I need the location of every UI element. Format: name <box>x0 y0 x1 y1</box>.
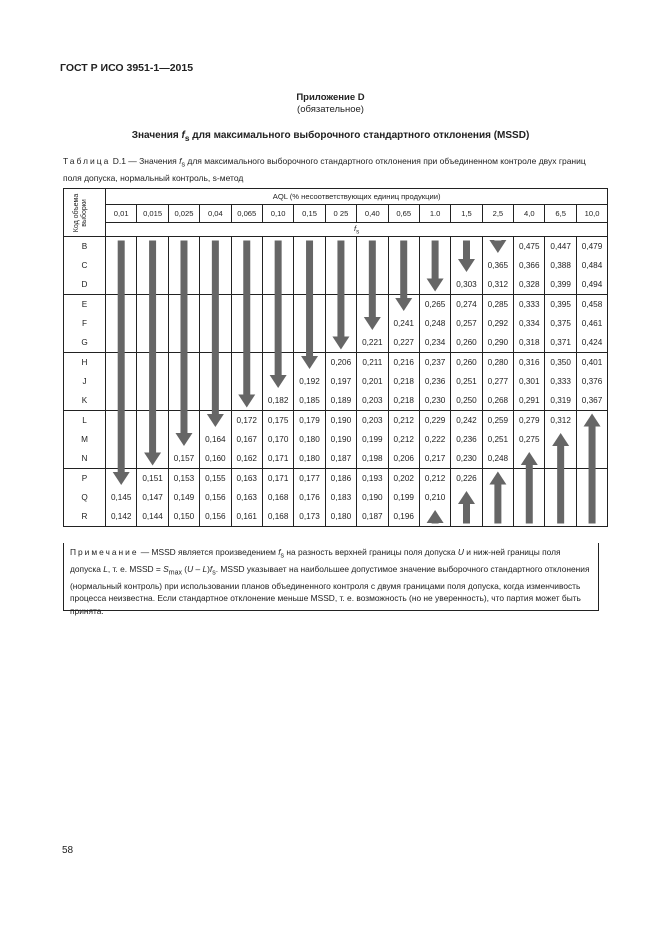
fs-value-cell <box>325 295 356 315</box>
fs-value-cell <box>106 237 137 257</box>
fs-value-cell: 0,277 <box>482 372 513 391</box>
aql-header: AQL (% несоответствующих единиц продукции) <box>106 189 608 205</box>
fs-value-cell <box>168 295 199 315</box>
fs-value-cell <box>200 295 231 315</box>
table-row <box>64 449 608 469</box>
aql-column-header: 0,04 <box>200 205 231 223</box>
fs-value-cell: 0,241 <box>388 314 419 333</box>
fs-value-cell <box>137 237 168 257</box>
fs-value-cell: 0,172 <box>231 411 262 431</box>
fs-value-cell: 0,229 <box>419 411 450 431</box>
fs-value-cell <box>545 430 576 449</box>
fs-value-cell: 0,227 <box>388 333 419 353</box>
fs-value-cell <box>262 314 293 333</box>
fs-value-cell: 0,150 <box>168 507 199 527</box>
aql-column-header: 2,5 <box>482 205 513 223</box>
fs-value-cell: 0,268 <box>482 391 513 411</box>
fs-value-cell <box>262 275 293 295</box>
fs-value-cell <box>231 353 262 373</box>
fs-value-cell <box>231 391 262 411</box>
fs-value-cell <box>262 256 293 275</box>
aql-column-header: 0 25 <box>325 205 356 223</box>
fs-value-cell <box>294 275 325 295</box>
fs-value-cell: 0,292 <box>482 314 513 333</box>
fs-value-cell: 0,175 <box>262 411 293 431</box>
fs-value-cell <box>294 333 325 353</box>
table-row <box>64 469 608 489</box>
fs-value-cell <box>576 507 607 527</box>
fs-value-cell <box>137 314 168 333</box>
fs-value-cell <box>545 449 576 469</box>
table-row <box>64 353 608 373</box>
fs-value-cell <box>106 333 137 353</box>
fs-value-cell <box>231 237 262 257</box>
fs-value-cell <box>231 372 262 391</box>
fs-value-cell <box>357 256 388 275</box>
fs-value-cell: 0,198 <box>357 449 388 469</box>
fs-value-cell <box>262 372 293 391</box>
table-row <box>64 256 608 275</box>
fs-value-cell: 0,312 <box>545 411 576 431</box>
fs-value-cell: 0,167 <box>231 430 262 449</box>
fs-value-cell <box>388 295 419 315</box>
fs-value-cell: 0,401 <box>576 353 607 373</box>
fs-value-cell <box>262 295 293 315</box>
aql-column-header: 6,5 <box>545 205 576 223</box>
fs-value-cell <box>200 353 231 373</box>
fs-value-cell <box>325 237 356 257</box>
fs-value-cell: 0,237 <box>419 353 450 373</box>
fs-value-cell: 0,236 <box>419 372 450 391</box>
fs-value-cell <box>231 256 262 275</box>
sample-size-code: G <box>64 333 106 353</box>
fs-value-cell: 0,367 <box>576 391 607 411</box>
fs-value-cell: 0,371 <box>545 333 576 353</box>
fs-value-cell: 0,149 <box>168 488 199 507</box>
fs-value-cell: 0,199 <box>388 488 419 507</box>
fs-value-cell <box>262 353 293 373</box>
fs-value-cell: 0,163 <box>231 488 262 507</box>
fs-value-cell <box>576 449 607 469</box>
fs-value-cell <box>168 275 199 295</box>
sample-size-code: L <box>64 411 106 431</box>
fs-value-cell <box>294 237 325 257</box>
fs-value-cell <box>262 237 293 257</box>
fs-value-cell <box>357 237 388 257</box>
fs-value-cell: 0,248 <box>482 449 513 469</box>
fs-value-cell <box>168 430 199 449</box>
fs-value-cell: 0,206 <box>325 353 356 373</box>
fs-value-cell: 0,280 <box>482 353 513 373</box>
fs-value-cell: 0,212 <box>388 430 419 449</box>
sample-size-code: Q <box>64 488 106 507</box>
fs-value-cell: 0,333 <box>545 372 576 391</box>
table-row <box>64 237 608 257</box>
fs-value-cell <box>106 449 137 469</box>
fs-value-cell: 0,458 <box>576 295 607 315</box>
fs-value-cell: 0,151 <box>137 469 168 489</box>
fs-value-cell: 0,365 <box>482 256 513 275</box>
fs-value-cell <box>137 295 168 315</box>
table-row <box>64 411 608 431</box>
fs-value-cell: 0,192 <box>294 372 325 391</box>
fs-value-cell <box>200 333 231 353</box>
fs-value-cell: 0,375 <box>545 314 576 333</box>
fs-value-cell: 0,248 <box>419 314 450 333</box>
fs-value-cell <box>388 237 419 257</box>
fs-value-cell <box>137 256 168 275</box>
table-row <box>64 488 608 507</box>
fs-value-cell <box>482 237 513 257</box>
fs-value-cell: 0,206 <box>388 449 419 469</box>
sample-size-code: K <box>64 391 106 411</box>
fs-value-cell <box>451 237 482 257</box>
fs-value-cell: 0,155 <box>200 469 231 489</box>
fs-value-cell: 0,171 <box>262 449 293 469</box>
fs-value-cell <box>106 469 137 489</box>
fs-value-cell <box>137 391 168 411</box>
fs-value-cell <box>451 507 482 527</box>
fs-value-cell <box>294 353 325 373</box>
fs-value-cell <box>200 314 231 333</box>
fs-value-cell <box>325 314 356 333</box>
fs-value-cell: 0,265 <box>419 295 450 315</box>
fs-value-cell <box>451 256 482 275</box>
fs-value-cell: 0,251 <box>482 430 513 449</box>
fs-value-cell: 0,218 <box>388 391 419 411</box>
fs-value-cell <box>106 391 137 411</box>
sample-size-code: R <box>64 507 106 527</box>
fs-value-cell: 0,484 <box>576 256 607 275</box>
fs-value-cell: 0,210 <box>419 488 450 507</box>
fs-value-cell: 0,203 <box>357 411 388 431</box>
aql-column-header: 10,0 <box>576 205 607 223</box>
fs-value-cell <box>200 256 231 275</box>
fs-value-cell: 0,494 <box>576 275 607 295</box>
fs-value-cell: 0,171 <box>262 469 293 489</box>
fs-value-cell: 0,212 <box>419 469 450 489</box>
fs-value-cell <box>576 469 607 489</box>
fs-value-cell: 0,201 <box>357 372 388 391</box>
sample-size-code: D <box>64 275 106 295</box>
fs-value-cell <box>200 411 231 431</box>
fs-value-cell: 0,350 <box>545 353 576 373</box>
fs-value-cell: 0,234 <box>419 333 450 353</box>
fs-value-cell: 0,203 <box>357 391 388 411</box>
fs-value-cell: 0,316 <box>514 353 545 373</box>
fs-value-cell: 0,202 <box>388 469 419 489</box>
aql-column-header: 0,01 <box>106 205 137 223</box>
fs-value-cell: 0,211 <box>357 353 388 373</box>
fs-value-cell: 0,157 <box>168 449 199 469</box>
fs-value-cell: 0,259 <box>482 411 513 431</box>
fs-value-cell <box>357 275 388 295</box>
table-row <box>64 430 608 449</box>
fs-value-cell <box>325 275 356 295</box>
fs-value-cell <box>231 333 262 353</box>
fs-value-cell <box>137 449 168 469</box>
fs-value-cell <box>294 256 325 275</box>
fs-value-cell <box>357 314 388 333</box>
fs-value-cell: 0,177 <box>294 469 325 489</box>
fs-value-cell <box>294 314 325 333</box>
fs-value-cell: 0,145 <box>106 488 137 507</box>
fs-value-cell <box>168 237 199 257</box>
fs-value-cell: 0,156 <box>200 488 231 507</box>
fs-value-cell: 0,279 <box>514 411 545 431</box>
fs-value-cell <box>106 275 137 295</box>
fs-value-cell: 0,186 <box>325 469 356 489</box>
fs-value-cell: 0,424 <box>576 333 607 353</box>
fs-value-cell: 0,334 <box>514 314 545 333</box>
fs-value-cell: 0,218 <box>388 372 419 391</box>
table-row <box>64 333 608 353</box>
fs-header: $f_s$ <box>106 223 608 237</box>
fs-value-cell <box>168 314 199 333</box>
fs-value-cell <box>106 411 137 431</box>
fs-value-cell: 0,312 <box>482 275 513 295</box>
fs-value-cell: 0,168 <box>262 488 293 507</box>
appendix-title: Приложение D <box>296 92 365 103</box>
fs-value-cell <box>168 372 199 391</box>
fs-value-cell <box>294 295 325 315</box>
fs-value-cell: 0,196 <box>388 507 419 527</box>
aql-column-header: 0,40 <box>357 205 388 223</box>
fs-value-cell: 0,161 <box>231 507 262 527</box>
sample-size-code: E <box>64 295 106 315</box>
fs-value-cell: 0,251 <box>451 372 482 391</box>
fs-value-cell: 0,318 <box>514 333 545 353</box>
fs-value-cell <box>419 275 450 295</box>
fs-value-cell: 0,461 <box>576 314 607 333</box>
fs-value-cell <box>168 256 199 275</box>
fs-value-cell <box>545 507 576 527</box>
sample-size-code: N <box>64 449 106 469</box>
fs-value-cell <box>576 411 607 431</box>
table-row <box>64 391 608 411</box>
fs-value-cell: 0,197 <box>325 372 356 391</box>
fs-value-cell <box>514 507 545 527</box>
fs-value-cell <box>545 488 576 507</box>
sample-size-code: C <box>64 256 106 275</box>
fs-value-cell: 0,399 <box>545 275 576 295</box>
aql-column-header: 1,5 <box>451 205 482 223</box>
appendix-subtitle: (обязательное) <box>297 104 364 115</box>
fs-value-cell <box>325 333 356 353</box>
fs-value-cell: 0,395 <box>545 295 576 315</box>
fs-value-cell: 0,319 <box>545 391 576 411</box>
table-row <box>64 372 608 391</box>
fs-value-cell: 0,257 <box>451 314 482 333</box>
table-row <box>64 275 608 295</box>
fs-value-cell <box>576 488 607 507</box>
sample-size-code: P <box>64 469 106 489</box>
aql-column-header: 0,065 <box>231 205 262 223</box>
fs-value-cell <box>137 372 168 391</box>
fs-value-cell: 0,144 <box>137 507 168 527</box>
page-number: 58 <box>62 845 74 856</box>
fs-value-cell <box>231 275 262 295</box>
fs-value-cell <box>451 488 482 507</box>
fs-value-cell <box>137 275 168 295</box>
fs-value-cell: 0,226 <box>451 469 482 489</box>
fs-value-cell: 0,285 <box>482 295 513 315</box>
table-row <box>64 507 608 527</box>
fs-value-cell <box>106 430 137 449</box>
fs-value-cell <box>514 449 545 469</box>
table-row <box>64 314 608 333</box>
fs-value-cell: 0,180 <box>294 449 325 469</box>
fs-value-cell: 0,153 <box>168 469 199 489</box>
fs-value-cell: 0,190 <box>357 488 388 507</box>
fs-value-cell: 0,236 <box>451 430 482 449</box>
fs-value-cell <box>545 469 576 489</box>
fs-value-cell: 0,447 <box>545 237 576 257</box>
fs-value-cell <box>106 256 137 275</box>
fs-value-cell <box>388 256 419 275</box>
fs-value-cell <box>106 353 137 373</box>
fs-value-cell: 0,388 <box>545 256 576 275</box>
fs-value-cell <box>200 237 231 257</box>
fs-value-cell <box>168 353 199 373</box>
fs-value-cell <box>482 507 513 527</box>
fs-value-cell: 0,173 <box>294 507 325 527</box>
fs-value-cell: 0,212 <box>388 411 419 431</box>
fs-value-cell: 0,176 <box>294 488 325 507</box>
fs-value-cell: 0,221 <box>357 333 388 353</box>
fs-value-cell: 0,187 <box>325 449 356 469</box>
fs-value-cell <box>357 295 388 315</box>
fs-value-cell <box>168 333 199 353</box>
fs-value-cell: 0,301 <box>514 372 545 391</box>
document-header: ГОСТ Р ИСО 3951-1—2015 <box>60 62 194 74</box>
fs-value-cell: 0,333 <box>514 295 545 315</box>
fs-value-cell: 0,168 <box>262 507 293 527</box>
sample-size-code: H <box>64 353 106 373</box>
sample-size-code: M <box>64 430 106 449</box>
fs-value-cell <box>106 295 137 315</box>
fs-value-cell: 0,328 <box>514 275 545 295</box>
aql-column-header: 1.0 <box>419 205 450 223</box>
fs-value-cell: 0,142 <box>106 507 137 527</box>
fs-value-cell <box>168 411 199 431</box>
fs-value-cell <box>514 469 545 489</box>
fs-value-cell: 0,190 <box>325 411 356 431</box>
fs-value-cell: 0,187 <box>357 507 388 527</box>
fs-value-cell <box>137 333 168 353</box>
fs-value-cell <box>482 469 513 489</box>
fs-value-cell: 0,217 <box>419 449 450 469</box>
fs-value-cell <box>168 391 199 411</box>
fs-value-cell: 0,162 <box>231 449 262 469</box>
fs-value-cell <box>419 237 450 257</box>
section-title: Значения $f_s$ для максимального выборочного стандартного отклонения (MSSD) <box>131 130 530 143</box>
fs-value-cell <box>231 295 262 315</box>
fs-value-cell: 0,275 <box>514 430 545 449</box>
fs-value-cell: 0,160 <box>200 449 231 469</box>
fs-value-cell <box>514 488 545 507</box>
fs-value-cell: 0,163 <box>231 469 262 489</box>
fs-value-cell <box>482 488 513 507</box>
aql-column-header: 0,025 <box>168 205 199 223</box>
aql-column-header: 0,015 <box>137 205 168 223</box>
fs-value-cell: 0,250 <box>451 391 482 411</box>
fs-value-cell: 0,170 <box>262 430 293 449</box>
fs-value-cell: 0,190 <box>325 430 356 449</box>
fs-value-cell: 0,230 <box>419 391 450 411</box>
fs-value-cell: 0,242 <box>451 411 482 431</box>
fs-value-cell: 0,156 <box>200 507 231 527</box>
fs-value-cell: 0,479 <box>576 237 607 257</box>
sample-size-code: F <box>64 314 106 333</box>
fs-value-cell: 0,290 <box>482 333 513 353</box>
table-row <box>64 295 608 315</box>
sample-size-code: J <box>64 372 106 391</box>
fs-value-cell <box>200 372 231 391</box>
fs-value-cell: 0,260 <box>451 353 482 373</box>
table-note: Примечание — MSSD является произведением $f_s$ на разность верхней границы поля допуска U и ниж-ней границы поля допуска L, т. е. MSSD = $S_{max}$ $(U - L)f_s$. MSSD указывает на наибольшее допустимое значение выборочного стандартного отклонения (нормальный контроль) при использовании планов объединенного контроля с двумя границами поля допуска, когда изменчивость процесса неизвестна. Если стандартное отклонение меньше MSSD, т. е. возможность (но не уверенность), что партия может быть принята. <box>63 543 599 611</box>
fs-value-cell <box>262 333 293 353</box>
fs-value-cell: 0,185 <box>294 391 325 411</box>
fs-value-cell: 0,230 <box>451 449 482 469</box>
fs-value-cell: 0,193 <box>357 469 388 489</box>
fs-value-cell: 0,180 <box>325 507 356 527</box>
fs-value-cell <box>576 430 607 449</box>
fs-value-cell: 0,303 <box>451 275 482 295</box>
fs-value-cell: 0,147 <box>137 488 168 507</box>
fs-value-cell <box>106 314 137 333</box>
fs-value-cell: 0,182 <box>262 391 293 411</box>
fs-value-cell: 0,183 <box>325 488 356 507</box>
fs-value-cell: 0,189 <box>325 391 356 411</box>
aql-column-header: 0,65 <box>388 205 419 223</box>
fs-value-cell <box>200 275 231 295</box>
fs-value-cell <box>419 256 450 275</box>
aql-column-header: 4,0 <box>514 205 545 223</box>
fs-value-cell: 0,179 <box>294 411 325 431</box>
fs-value-cell: 0,260 <box>451 333 482 353</box>
sample-size-code: B <box>64 237 106 257</box>
fs-value-cell: 0,216 <box>388 353 419 373</box>
fs-value-cell: 0,291 <box>514 391 545 411</box>
fs-value-cell: 0,164 <box>200 430 231 449</box>
fs-value-cell: 0,366 <box>514 256 545 275</box>
fs-value-cell <box>231 314 262 333</box>
fs-value-cell <box>388 275 419 295</box>
fs-table <box>63 188 608 527</box>
fs-value-cell <box>137 411 168 431</box>
fs-value-cell <box>419 507 450 527</box>
fs-value-cell: 0,274 <box>451 295 482 315</box>
fs-value-cell <box>200 391 231 411</box>
fs-value-cell: 0,180 <box>294 430 325 449</box>
aql-column-header: 0,15 <box>294 205 325 223</box>
fs-value-cell: 0,222 <box>419 430 450 449</box>
fs-value-cell: 0,475 <box>514 237 545 257</box>
table-caption: Таблица D.1 — Значения $f_s$ для максимального выборочного стандартного отклонения при объединенном контроле двух границ поля допуска, нормальный контроль, s-метод <box>63 156 586 183</box>
aql-column-header: 0,10 <box>262 205 293 223</box>
fs-value-cell <box>137 430 168 449</box>
fs-value-cell: 0,199 <box>357 430 388 449</box>
fs-value-cell <box>325 256 356 275</box>
fs-value-cell: 0,376 <box>576 372 607 391</box>
fs-value-cell <box>137 353 168 373</box>
code-header: Код объема выборки <box>64 189 106 237</box>
fs-value-cell <box>106 372 137 391</box>
